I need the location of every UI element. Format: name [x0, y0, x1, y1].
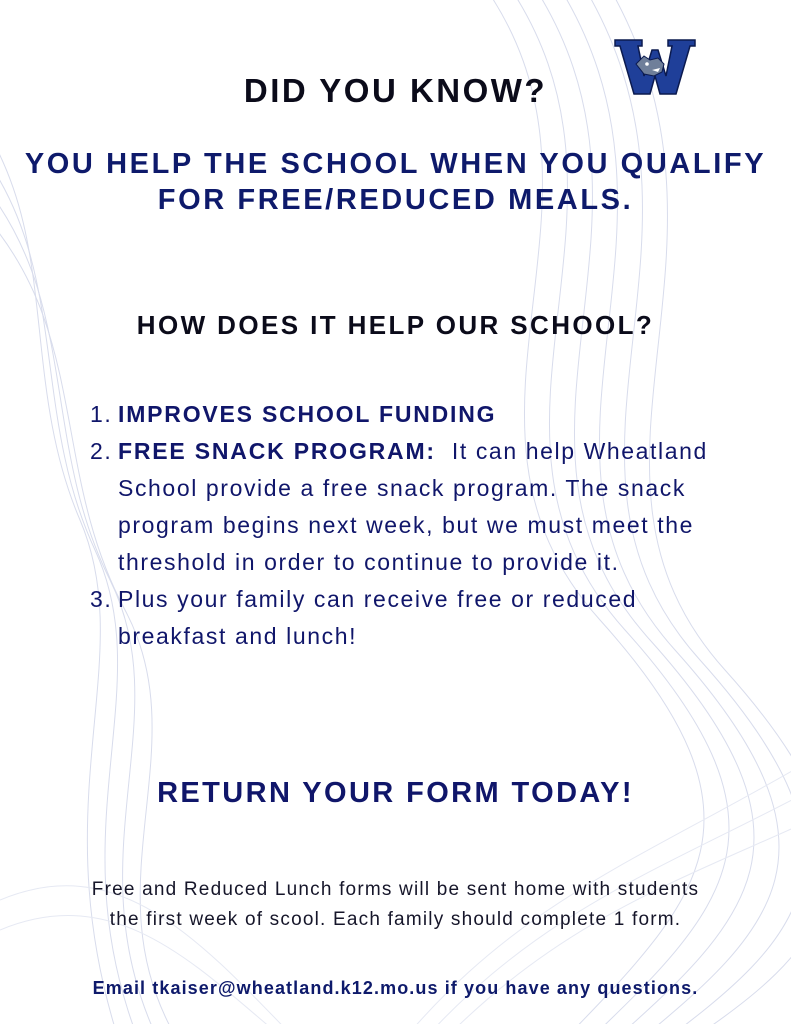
benefit-number: 1. — [90, 401, 113, 427]
benefit-item — [90, 396, 730, 433]
benefit-number: 3. — [90, 586, 113, 612]
help-school-heading: YOU HELP THE SCHOOL WHEN YOU QUALIFY FOR FREE/REDUCED MEALS. — [24, 148, 767, 216]
return-form-heading: RETURN YOUR FORM TODAY! — [157, 777, 634, 809]
benefit-text: Plus your family can receive free or reduced breakfast and lunch! — [118, 586, 638, 649]
forms-note: Free and Reduced Lunch forms will be sent home with students the first week of scool. Each family should complete 1 form. — [91, 879, 700, 930]
did-you-know-heading: DID YOU KNOW? — [243, 72, 548, 109]
contact-line: Email tkaiser@wheatland.k12.mo.us if you have any questions. — [92, 978, 699, 998]
how-help-heading: HOW DOES IT HELP OUR SCHOOL? — [136, 310, 655, 340]
benefit-title: FREE SNACK PROGRAM: — [118, 438, 436, 464]
benefit-item — [90, 581, 730, 655]
benefit-title: IMPROVES SCHOOL FUNDING — [118, 401, 497, 427]
benefits-list — [90, 396, 730, 655]
benefit-number: 2. — [90, 438, 113, 464]
benefit-text: It can help Wheatland School provide a free snack program. The snack program begins next week, but we must meet the threshold in order to continue to provide it. — [118, 438, 708, 575]
benefit-item — [90, 433, 730, 581]
